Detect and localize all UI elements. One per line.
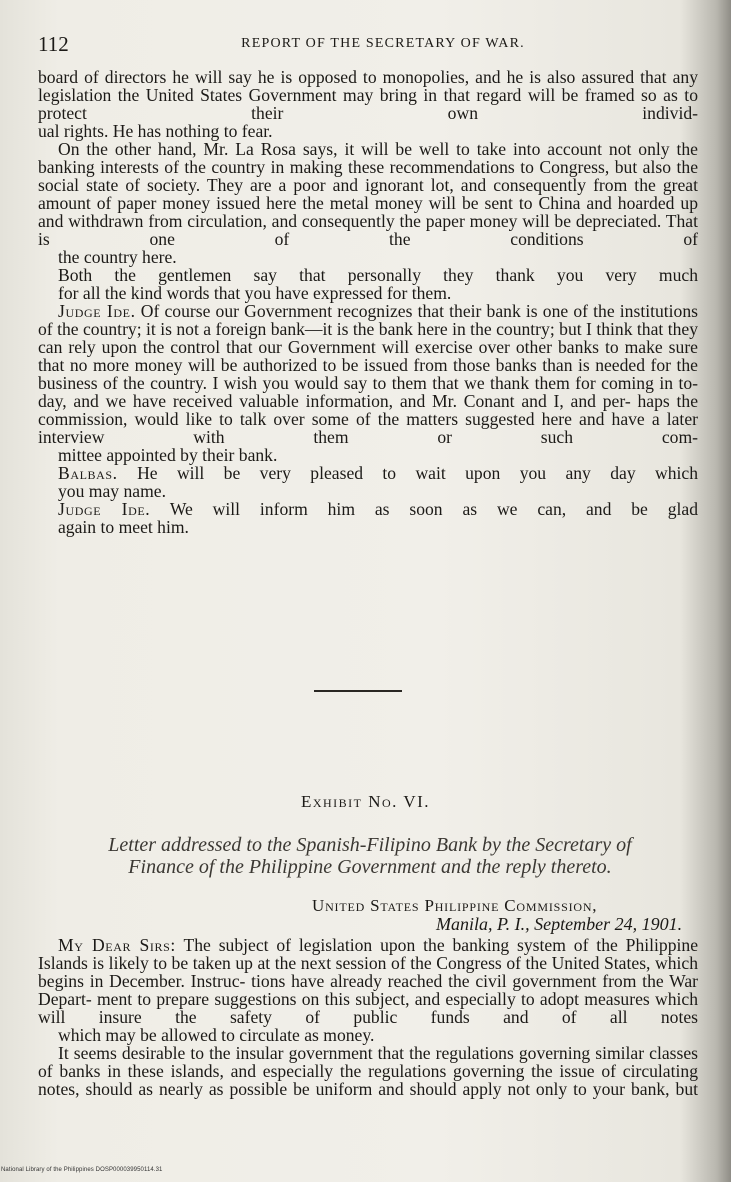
- letter-sender: United States Philippine Commission,: [312, 896, 598, 915]
- paragraph-text: board of directors he will say he is opposed to monopolies, and he is also assured that any legislation the United States Government may bring in that regard will be framed so as to protect their own individ-: [38, 67, 698, 123]
- paragraph-2: [38, 140, 698, 266]
- paragraph-last-line: again to meet him.: [58, 517, 189, 537]
- speaker-name: Judge Ide.: [58, 499, 151, 519]
- exhibit-title: Exhibit No. VI.: [300, 792, 431, 811]
- caption-line: Finance of the Philippine Government and the reply thereto.: [128, 856, 612, 878]
- paragraph-1: [38, 68, 698, 140]
- caption-line: Letter addressed to the Spanish-Filipino Bank by the Secretary of: [108, 834, 632, 856]
- paragraph-last-line: the country here.: [58, 247, 177, 267]
- letter-paragraph-1: [38, 936, 698, 1044]
- paragraph-last-line: you may name.: [58, 481, 166, 501]
- paragraph-4: [38, 302, 698, 464]
- page-number: 112: [38, 32, 69, 56]
- paragraph-last-line: which may be allowed to circulate as money.: [58, 1025, 375, 1045]
- transcript-body: [38, 68, 698, 536]
- letter-body: [38, 936, 698, 1098]
- letter-place-date: Manila, P. I., September 24, 1901.: [436, 914, 683, 934]
- page-header: [38, 32, 698, 58]
- running-head: REPORT OF THE SECRETARY OF WAR.: [241, 36, 525, 51]
- scan-credit: National Library of the Philippines DOSP000039950114.31: [1, 1167, 163, 1173]
- paragraph-text: Of course our Government recognizes that their bank is one of the institutions of the country; it is not a foreign bank—it is the bank here in the country; but I think that they can rely upon the control that our Government will exercise over other banks to make sure that no more money will be authorized to be issued from those banks than is needed for the business of the country. I wish you would say to them that we thank them for coming in to-day, and we have received valuable information, and Mr. Conant and I, and per- haps the commission, would like to talk over some of the matters suggested here and have a later interview with them or such com-: [38, 301, 699, 447]
- paragraph-text: He will be very pleased to wait upon you any day which: [137, 463, 698, 483]
- paragraph-text: The subject of legislation upon the banking system of the Philippine Islands is likely to be taken up at the next session of the Congress of the United States, which begins in December. Instruc- tions have already reached the civil government from the War Depart- ment to prepare suggestions on this subject, and especially to adopt measures which will insure the safety of public funds and of all notes: [38, 935, 698, 1027]
- paragraph-text: We will inform him as soon as we can, and be glad: [169, 499, 698, 519]
- letter-paragraph-2: [38, 1044, 698, 1098]
- speaker-name: Judge Ide.: [58, 301, 136, 321]
- paragraph-last-line: mittee appointed by their bank.: [58, 445, 278, 465]
- paragraph-text: On the other hand, Mr. La Rosa says, it will be well to take into account not only the banking interests of the country in making these recommendations to Congress, but also the social state of society. They are a poor and ignorant lot, and consequently from the great amount of paper money issued here the metal money will be sent to China and hoarded up and withdrawn from circulation, and consequently the paper money will be depreciated. That is one of the conditions of: [38, 139, 698, 249]
- letter-salutation: My Dear Sirs:: [58, 935, 176, 955]
- paragraph-text: Both the gentlemen say that personally they thank you very much: [58, 265, 698, 285]
- section-divider: [314, 690, 402, 692]
- paragraph-5: [38, 464, 698, 500]
- paragraph-text: It seems desirable to the insular government that the regulations governing similar classes of banks in these islands, and especially the regulations governing the issue of circulating notes, should as nearly as possible be uniform and should apply not only to your bank, but: [38, 1043, 698, 1099]
- paragraph-6: [38, 500, 698, 536]
- paragraph-last-line: for all the kind words that you have expressed for them.: [58, 283, 452, 303]
- exhibit-caption: [40, 834, 700, 878]
- paragraph-3: [38, 266, 698, 302]
- speaker-name: Balbas.: [58, 463, 118, 483]
- paragraph-last-line: ual rights. He has nothing to fear.: [38, 121, 273, 141]
